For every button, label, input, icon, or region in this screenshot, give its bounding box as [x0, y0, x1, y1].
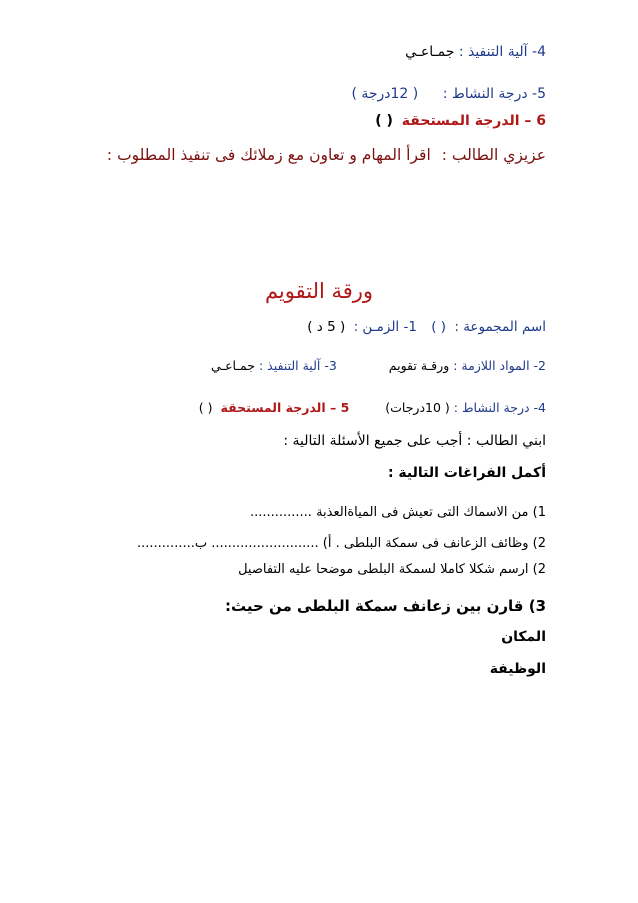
mechanism-line-top — [405, 44, 546, 60]
question-4: 3) قارن بين زعانف سمكة البلطى من حيث: — [224, 597, 546, 615]
activity-grade-line-top — [351, 86, 546, 102]
deserved-grade-value-eval: ( ) — [198, 400, 213, 415]
evaluation-title: ورقة التقويم — [264, 279, 374, 303]
question-1: 1) من الاسماك التى تعيش فى المياةالعذبة ............... — [249, 505, 546, 520]
mechanism-value: جمـاعـي — [405, 44, 455, 60]
time-value: ( 5 د ) — [307, 319, 346, 335]
deserved-grade-line-top — [375, 113, 546, 129]
deserved-grade-label-eval: 5 – الدرجة المستحقة — [220, 400, 350, 415]
question-2: 2) وظائف الزعانف فى سمكة البلطى . أ) .......................... ب.............. — [137, 536, 546, 551]
mechanism-label: 4- آلية التنفيذ : — [458, 44, 546, 60]
mechanism-value-eval: جمـاعـي — [211, 358, 255, 373]
instruction-value: اقرأ المهام و تعاون مع زملائك فى تنفيذ المطلوب : — [106, 146, 431, 164]
grades-line — [199, 400, 546, 415]
activity-grade-label: 5- درجة النشاط : — [442, 86, 546, 102]
materials-label: 2- المواد اللازمة : — [453, 358, 546, 373]
materials-mechanism-line — [211, 358, 546, 373]
answer-instruction: ابني الطالب : أجب على جميع الأسئلة التالية : — [283, 433, 546, 449]
student-instruction-top — [107, 146, 546, 164]
compare-function: الوظيفة — [489, 661, 546, 677]
group-name-label: اسم المجموعة : — [454, 319, 546, 335]
group-name-value: ( ) — [431, 319, 447, 335]
materials-value: ورقـة تقويم — [388, 358, 450, 373]
mechanism-label-eval: 3- آلية التنفيذ : — [258, 358, 337, 373]
activity-grade-label-eval: 4- درجة النشاط : — [453, 400, 546, 415]
instruction-label: عزيزي الطالب : — [441, 146, 546, 164]
activity-grade-value: ( 12درجة ) — [351, 86, 419, 102]
deserved-grade-value: ( ) — [375, 113, 393, 129]
activity-grade-value-eval: ( 10درجات) — [385, 400, 450, 415]
deserved-grade-label: 6 – الدرجة المستحقة — [401, 113, 546, 129]
compare-place: المكان — [501, 629, 546, 645]
group-time-line — [307, 319, 546, 335]
time-label: 1- الزمـن : — [353, 319, 417, 335]
question-3: 2) ارسم شكلا كاملا لسمكة البلطى موضحا عليه التفاصيل — [238, 562, 546, 577]
fill-blanks-heading: أكمل الفراغات التالية : — [387, 465, 546, 481]
